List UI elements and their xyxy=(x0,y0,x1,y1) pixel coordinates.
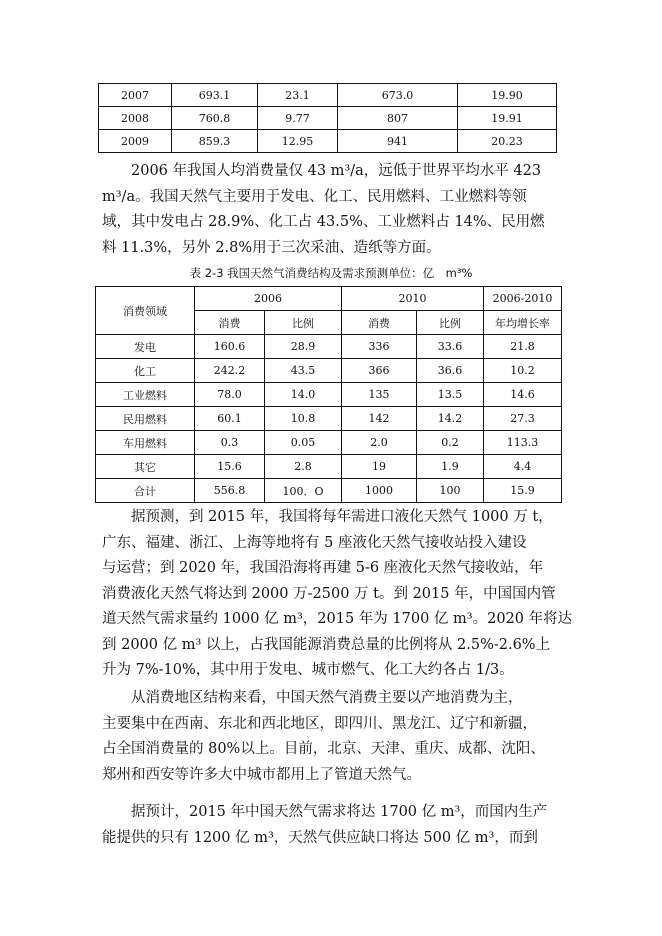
table-cell: 19.91 xyxy=(458,107,557,130)
text-line: 道天然气需求量约 1000 亿 m³，2015 年为 1700 亿 m³。2020 年将达 xyxy=(102,611,573,627)
table-cell: 0.2 xyxy=(417,431,484,455)
table-cell: 1.9 xyxy=(417,455,484,479)
table-cell: 113.3 xyxy=(484,431,562,455)
table-row xyxy=(96,455,562,479)
table-caption: 表 2-3 我国天然气消费结构及需求预测单位：亿 m³% xyxy=(189,266,473,280)
table-cell: 0.05 xyxy=(265,431,342,455)
text-line: 料 11.3%，另外 2.8%用于三次采油、造纸等方面。 xyxy=(102,239,441,256)
text-line: 占全国消费量的 80%以上。目前，北京、天津、重庆、成都、沈阳、 xyxy=(102,741,545,757)
consumption-structure-table xyxy=(95,286,562,503)
text-line: 从消费地区结构来看，中国天然气消费主要以产地消费为主， xyxy=(131,690,523,706)
table-cell: 859.3 xyxy=(172,130,258,153)
table-row xyxy=(99,130,557,153)
table-cell: 100．O xyxy=(265,479,342,503)
table-cell: 9.77 xyxy=(258,107,338,130)
table-cell: 28.9 xyxy=(265,335,342,359)
table-cell: 941 xyxy=(338,130,458,153)
header-ratio: 比例 xyxy=(417,311,484,335)
table-cell: 27.3 xyxy=(484,407,562,431)
paragraph-regional-structure xyxy=(102,686,562,788)
table-cell: 673.0 xyxy=(338,84,458,107)
table-cell: 336 xyxy=(342,335,417,359)
table-cell: 556.8 xyxy=(195,479,265,503)
header-field: 消费领域 xyxy=(96,287,195,335)
text-line: 主要集中在西南、东北和西北地区，即四川、黑龙江、辽宁和新疆， xyxy=(102,715,537,732)
table-cell: 807 xyxy=(338,107,458,130)
table-cell: 12.95 xyxy=(258,130,338,153)
table-cell: 36.6 xyxy=(417,359,484,383)
table-cell: 10.8 xyxy=(265,407,342,431)
row-label: 化工 xyxy=(96,359,195,383)
table-cell: 15.9 xyxy=(484,479,562,503)
table-cell: 14.0 xyxy=(265,383,342,407)
table-cell: 2009 xyxy=(99,130,172,153)
gas-data-table-continued xyxy=(98,83,557,153)
table-row xyxy=(99,107,557,130)
table-cell: 20.23 xyxy=(458,130,557,153)
table-cell: 693.1 xyxy=(172,84,258,107)
table-cell: 13.5 xyxy=(417,383,484,407)
table-cell: 2007 xyxy=(99,84,172,107)
row-label: 合计 xyxy=(96,479,195,503)
paragraph-lng-forecast xyxy=(102,505,573,684)
text-line: 能提供的只有 1200 亿 m³，天然气供应缺口将达 500 亿 m³，而到 xyxy=(102,829,538,846)
table-cell: 14.2 xyxy=(417,407,484,431)
text-line: 据预测，到 2015 年，我国将每年需进口液化天然气 1000 万 t， xyxy=(131,509,553,525)
table-cell: 160.6 xyxy=(195,335,265,359)
table-cell: 2.8 xyxy=(265,455,342,479)
header-2010: 2010 xyxy=(342,287,484,311)
table-cell: 142 xyxy=(342,407,417,431)
text-line: 域，其中发电占 28.9%、化工占 43.5%、工业燃料占 14%、民用燃 xyxy=(102,214,545,230)
text-line: 据预计，2015 年中国天然气需求将达 1700 亿 m³，而国内生产 xyxy=(131,804,548,820)
table-cell: 15.6 xyxy=(195,455,265,479)
table-cell: 60.1 xyxy=(195,407,265,431)
text-line: 2006 年我国人均消费量仅 43 m³/a，远低于世界平均水平 423 xyxy=(131,163,542,179)
row-label: 工业燃料 xyxy=(96,383,195,407)
table-cell: 366 xyxy=(342,359,417,383)
table-cell: 760.8 xyxy=(172,107,258,130)
table-row xyxy=(96,407,562,431)
table-row xyxy=(96,359,562,383)
table-cell: 33.6 xyxy=(417,335,484,359)
table-cell: 43.5 xyxy=(265,359,342,383)
header-growth-period: 2006-2010 xyxy=(484,287,562,311)
table-cell: 2.0 xyxy=(342,431,417,455)
paragraph-supply-gap xyxy=(102,800,562,851)
table-cell: 100 xyxy=(417,479,484,503)
table-row xyxy=(99,84,557,107)
header-consumption: 消费 xyxy=(342,311,417,335)
text-line: 广东、福建、浙江、上海等地将有 5 座液化天然气接收站投入建设 xyxy=(102,534,527,551)
text-line: 升为 7%-10%，其中用于发电、城市燃气、化工大约各占 1/3。 xyxy=(102,662,514,678)
row-label: 其它 xyxy=(96,455,195,479)
table-cell: 135 xyxy=(342,383,417,407)
header-2006: 2006 xyxy=(195,287,342,311)
header-consumption: 消费 xyxy=(195,311,265,335)
row-label: 民用燃料 xyxy=(96,407,195,431)
text-line: m³/a。我国天然气主要用于发电、化工、民用燃料、工业燃料等领 xyxy=(102,188,527,205)
table-cell: 19 xyxy=(342,455,417,479)
row-label: 车用燃料 xyxy=(96,431,195,455)
table-cell: 21.8 xyxy=(484,335,562,359)
table-cell: 2008 xyxy=(99,107,172,130)
text-line: 与运营；到 2020 年，我国沿海将再建 5-6 座液化天然气接收站，年 xyxy=(102,560,544,576)
table-row xyxy=(96,383,562,407)
table-row xyxy=(96,335,562,359)
paragraph-per-capita-consumption xyxy=(102,159,562,261)
table-header-row xyxy=(96,287,562,311)
header-ratio: 比例 xyxy=(265,311,342,335)
table-cell: 0.3 xyxy=(195,431,265,455)
table-cell: 242.2 xyxy=(195,359,265,383)
table-cell: 4.4 xyxy=(484,455,562,479)
table-cell: 10.2 xyxy=(484,359,562,383)
table-cell: 1000 xyxy=(342,479,417,503)
table-cell: 78.0 xyxy=(195,383,265,407)
header-growth-rate: 年均增长率 xyxy=(484,311,562,335)
text-line: 消费液化天然气将达到 2000 万-2500 万 t。到 2015 年，中国国内管 xyxy=(102,585,556,602)
row-label: 发电 xyxy=(96,335,195,359)
text-line: 郑州和西安等许多大中城市都用上了管道天然气。 xyxy=(102,766,421,783)
table-row xyxy=(96,431,562,455)
table-cell: 23.1 xyxy=(258,84,338,107)
table-cell: 19.90 xyxy=(458,84,557,107)
text-line: 到 2000 亿 m³ 以上，占我国能源消费总量的比例将从 2.5%-2.6%上 xyxy=(102,636,551,653)
table-total-row xyxy=(96,479,562,503)
table-cell: 14.6 xyxy=(484,383,562,407)
